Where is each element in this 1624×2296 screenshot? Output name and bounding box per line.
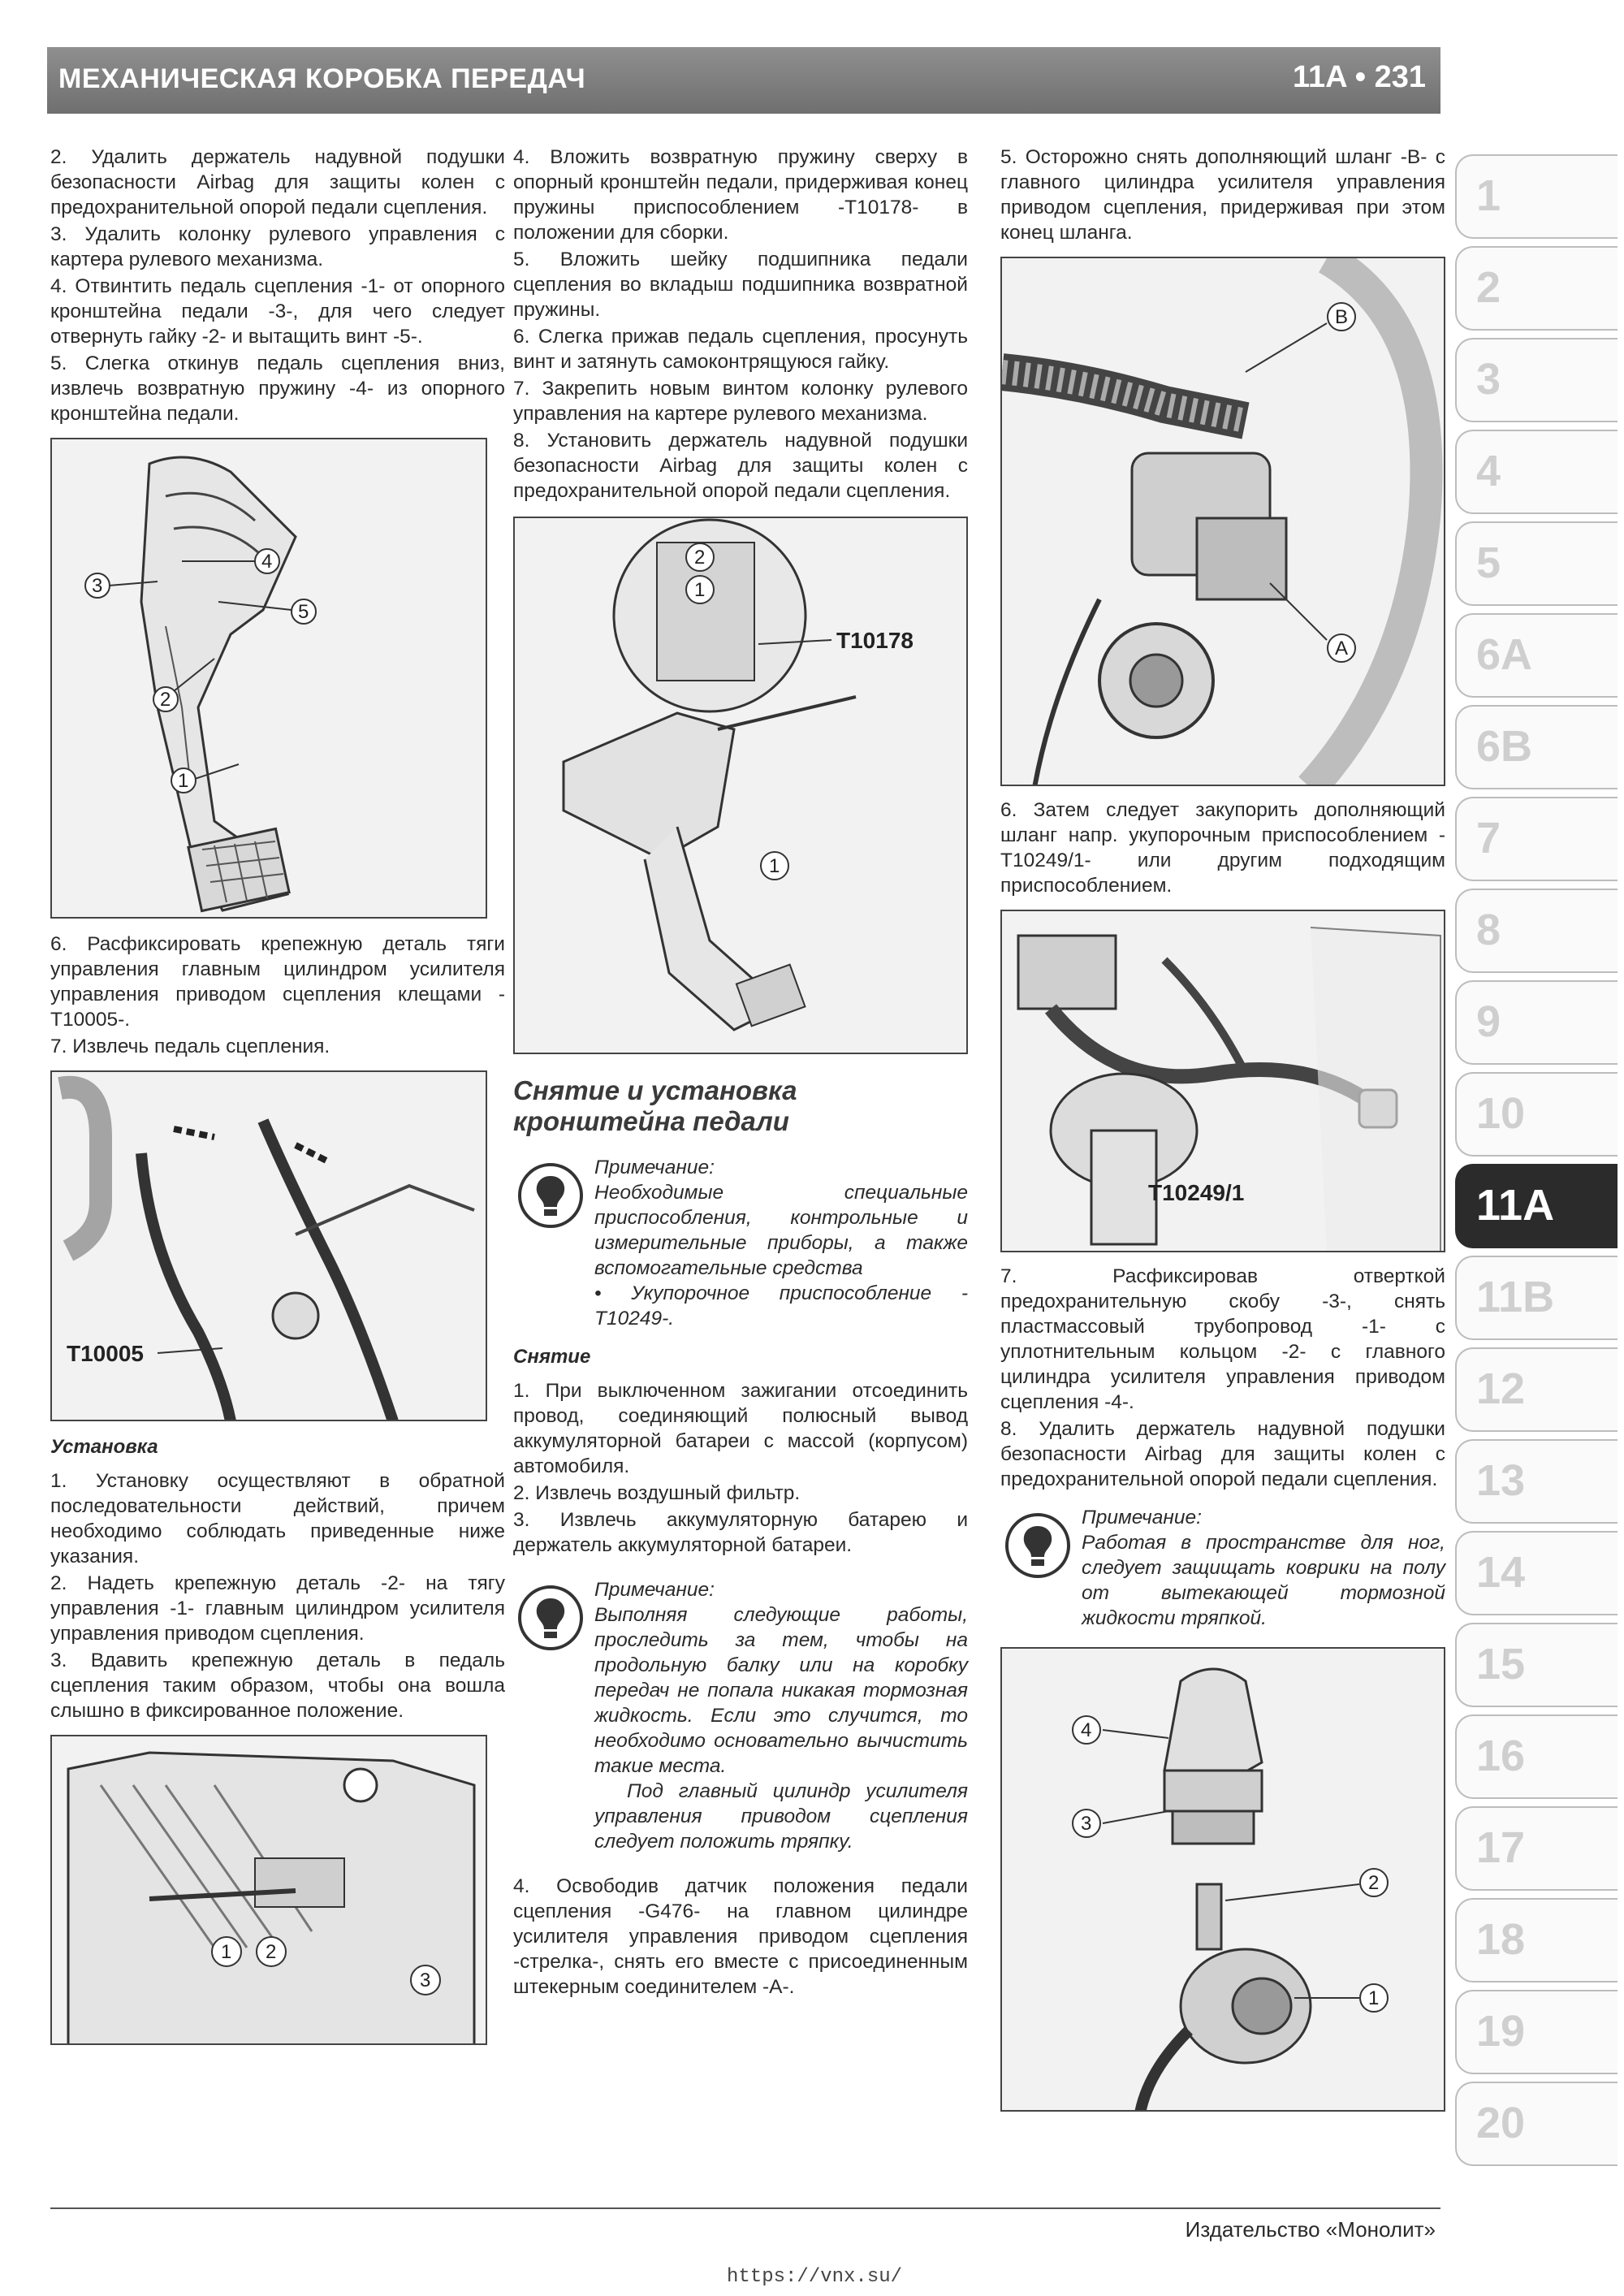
publisher: Издательство «Монолит» [1185,2217,1436,2242]
section-title: Снятие и установка кронштейна педали [513,1075,797,1136]
tab-8[interactable]: 8 [1455,889,1618,973]
callout-label: 1 [1368,1987,1380,2009]
figure-pliers-t10005 [50,1070,487,1421]
paragraph: 5. Вложить шейку подшипника педали сцепления во вкладыш подшипника возвратной пружины. [513,249,968,321]
tool-label: T10178 [836,628,914,653]
paragraph: 4. Вложить возвратную пружину сверху в опорный кронштейн педали, придерживая конец пружины приспособлением -T10178- в положении для сборки. [513,146,968,244]
tab-15[interactable]: 15 [1455,1623,1618,1707]
lightbulb-icon [518,1163,583,1228]
paragraph: 3. Удалить колонку рулевого управления с картера рулевого механизма. [50,223,505,270]
note-text: Необходимые специальные приспособления, контрольные и измерительные приборы, а также вспомогательные средства [594,1182,968,1279]
tool-label: T10005 [67,1341,144,1366]
note-text: Выполняя следующие работы, проследить за тем, чтобы на продольную балку или на коробку передач не попала никакая тормозная жидкость. Если это случится, то необходимо основательно вычистить такие места. [594,1604,968,1777]
paragraph: 5. Слегка откинув педаль сцепления вниз, извлечь возвратную пружину -4- из опорного кронштейна педали. [50,352,505,425]
tab-6a[interactable]: 6A [1455,613,1618,698]
lightbulb-icon [518,1585,583,1650]
tab-14[interactable]: 14 [1455,1531,1618,1615]
tab-19[interactable]: 19 [1455,1990,1618,2074]
tab-1[interactable]: 1 [1455,154,1618,239]
figure-plug-t10249 [1000,910,1445,1252]
page-number: 11A • 231 [1292,60,1426,94]
tab-7[interactable]: 7 [1455,797,1618,881]
paragraph: 7. Закрепить новым винтом колонку рулевого управления на картере рулевого механизма. [513,378,968,425]
callout-label: 1 [178,770,189,792]
paragraph: 3. Извлечь аккумуляторную батарею и держатель аккумуляторной батареи. [513,1509,968,1556]
paragraph: 2. Извлечь воздушный фильтр. [513,1482,801,1504]
callout-label: 2 [266,1941,277,1963]
install-heading: Установка [50,1436,158,1458]
paragraph: 3. Вдавить крепежную деталь в педаль сцепления таким образом, чтобы она вошла слышно в фиксированное положение. [50,1650,505,1722]
figure-clutch-pedal [50,438,487,919]
figure-drawing [52,1736,487,2045]
tab-20[interactable]: 20 [1455,2082,1618,2166]
note-bullet: • Укупорочное приспособление -T10249-. [594,1282,968,1330]
paragraph: 5. Осторожно снять дополняющий шланг -B- с главного цилиндра усилителя управления приводом сцепления, придерживая при этом конец шланга. [1000,146,1445,244]
note [513,1577,968,1854]
callout-label: 2 [1368,1872,1380,1894]
paragraph: 1. При выключенном зажигании отсоединить провод, соединяющий полюсный вывод аккумуляторной батареи с массой (корпусом) автомобиля. [513,1380,968,1477]
note-text: Под главный цилиндр усилителя управления приводом сцепления следует положить тряпку. [594,1780,968,1853]
callout-label: 4 [1081,1719,1092,1741]
callout-label: 5 [298,601,309,623]
figure-spring-tool-t10178 [513,517,968,1054]
figure-pedal-bracket [50,1735,487,2045]
figure-drawing [515,518,968,1054]
source-url[interactable]: https://vnx.su/ [727,2266,903,2288]
note-text: Работая в пространстве для ног, следует защищать коврики на полу от вытекающей тормозной жидкости тряпкой. [1082,1532,1445,1629]
paragraph: 6. Расфиксировать крепежную деталь тяги управления главным цилиндром усилителя управления приводом сцепления клещами -T10005-. [50,933,505,1031]
callout-label: 1 [769,855,780,877]
callout-label: A [1335,638,1349,659]
tab-2[interactable]: 2 [1455,246,1618,331]
callout-label: B [1335,306,1349,328]
callout-label: 1 [221,1941,232,1963]
tab-3[interactable]: 3 [1455,338,1618,422]
callout-label: 3 [420,1970,431,1991]
callout-label: 2 [694,547,706,569]
tab-4[interactable]: 4 [1455,430,1618,514]
figure-hose-b [1000,257,1445,786]
paragraph: 2. Удалить держатель надувной подушки безопасности Airbag для защиты колен с предохранительной опорой педали сцепления. [50,146,505,218]
tab-11a[interactable]: 11A [1455,1164,1618,1248]
note-title: Примечание: [594,1157,715,1178]
figure-drawing [52,439,487,919]
chapter-title: МЕХАНИЧЕСКАЯ КОРОБКА ПЕРЕДАЧ [58,63,586,94]
paragraph: 7. Расфиксировав отверткой предохранительную скобу -3-, снять пластмассовый трубопровод -1- с уплотнительным кольцом -2- с главного цилиндра усилителя управления приводом сцепления -4-. [1000,1265,1445,1413]
paragraph: 7. Извлечь педаль сцепления. [50,1036,330,1057]
tab-5[interactable]: 5 [1455,521,1618,606]
paragraph: 4. Отвинтить педаль сцепления -1- от опорного кронштейна педали -3-, для чего следует отвернуть гайку -2- и вытащить винт -5-. [50,275,505,348]
callout-label: 2 [160,689,171,711]
tab-13[interactable]: 13 [1455,1439,1618,1524]
tab-16[interactable]: 16 [1455,1714,1618,1799]
note [513,1155,968,1331]
callout-label: 1 [694,579,706,601]
paragraph: 2. Надеть крепежную деталь -2- на тягу управления -1- главным цилиндром усилителя управления приводом сцепления. [50,1572,505,1645]
paragraph: 8. Удалить держатель надувной подушки безопасности Airbag для защиты колен с предохранительной опорой педали сцепления. [1000,1418,1445,1490]
paragraph: 4. Освободив датчик положения педали сцепления -G476- на главном цилиндре усилителя управления приводом сцепления -стрелка-, снять его вместе с присоединенным штекерным соединителем -A-. [513,1875,968,1998]
figure-pipe-connector [1000,1647,1445,2112]
column-2 [513,145,968,2001]
lightbulb-icon [1005,1513,1070,1578]
figure-drawing [1002,258,1445,786]
removal-heading: Снятие [513,1346,591,1368]
page-header [47,47,1440,114]
tab-17[interactable]: 17 [1455,1806,1618,1891]
callout-label: 3 [92,575,103,597]
note [1000,1505,1445,1631]
column-3 [1000,145,1445,2112]
figure-drawing [52,1072,487,1421]
tool-label: T10249/1 [1148,1180,1245,1205]
paragraph: 8. Установить держатель надувной подушки безопасности Airbag для защиты колен с предохранительной опорой педали сцепления. [513,430,968,502]
footer-divider [50,2207,1440,2209]
paragraph: 6. Затем следует закупорить дополняющий шланг напр. укупорочным приспособлением -T10249/1- или другим подходящим приспособлением. [1000,799,1445,897]
note-title: Примечание: [1082,1507,1202,1529]
tab-12[interactable]: 12 [1455,1347,1618,1432]
tab-18[interactable]: 18 [1455,1898,1618,1983]
callout-label: 4 [261,551,273,573]
paragraph: 6. Слегка прижав педаль сцепления, просунуть винт и затянуть самоконтрящуюся гайку. [513,326,968,373]
tab-9[interactable]: 9 [1455,980,1618,1065]
note-title: Примечание: [594,1579,715,1601]
tab-6b[interactable]: 6B [1455,705,1618,789]
paragraph: 1. Установку осуществляют в обратной последовательности действий, причем необходимо соблюдать приведенные ниже указания. [50,1470,505,1567]
tab-10[interactable]: 10 [1455,1072,1618,1157]
figure-drawing [1002,911,1445,1252]
column-1 [50,145,505,2045]
tab-11b[interactable]: 11B [1455,1256,1618,1340]
callout-label: 3 [1081,1813,1092,1835]
figure-drawing [1002,1649,1445,2112]
